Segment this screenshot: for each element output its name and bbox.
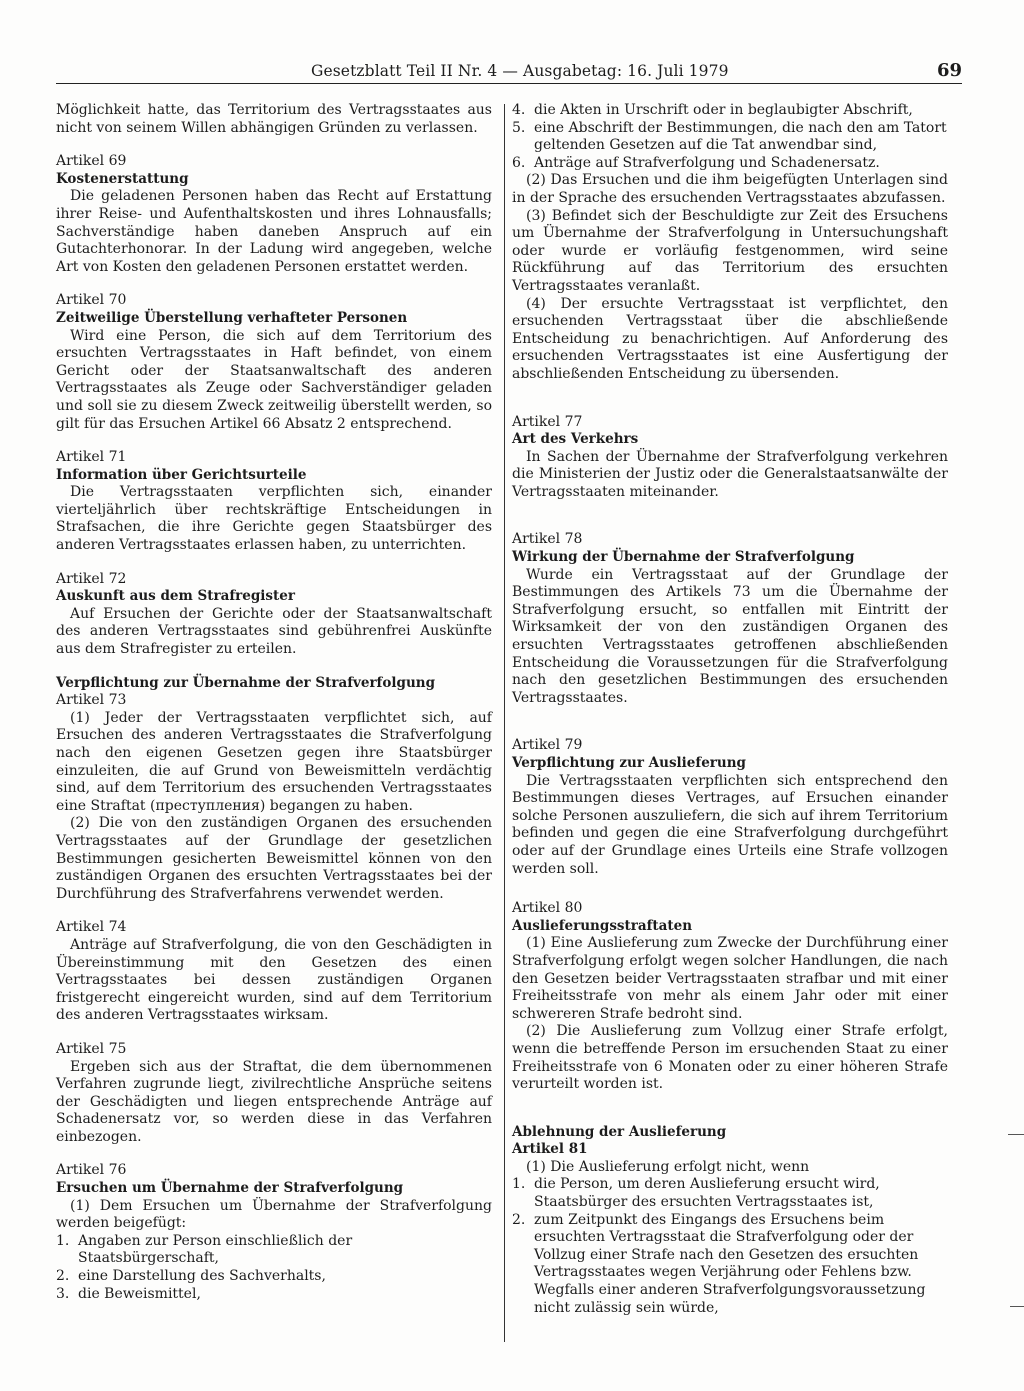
list-number: 1. [512, 1176, 526, 1193]
paragraph: Die geladenen Personen haben das Recht auf Erstattung ihrer Reise- und Aufenthaltskosten und ihres Lohnausfalls; Sachverständige haben daneben Anspruch auf ein Gutachterhonorar. In der Ladung wird angegeben, welche Art von Kosten den geladenen Personen erstattet werden. [56, 188, 492, 275]
column-divider [504, 104, 505, 1342]
article-number: Artikel 79 [512, 737, 583, 754]
section-title: Ablehnung der Auslieferung [512, 1123, 727, 1140]
list-number: 2. [56, 1268, 70, 1285]
paragraph: Wird eine Person, die sich auf dem Territorium des ersuchten Vertragsstaates in Haft befindet, von einem Gericht oder der Staatsanwaltschaft des anderen Vertragsstaates als Zeuge oder Sachverständiger geladen und soll sie zu diesem Zweck zeitweilig überstellt werden, so gilt für das Ersuchen Artikel 66 Absatz 2 entsprechend. [56, 327, 492, 432]
list-text: die Person, um deren Auslieferung ersucht wird, Staatsbürger des ersuchten Vertragsstaates ist, [534, 1176, 880, 1211]
paragraph: (2) Das Ersuchen und die ihm beigefügten Unterlagen sind in der Sprache des ersuchenden Vertragsstaates abzufassen. [512, 172, 948, 206]
paragraph: In Sachen der Übernahme der Strafverfolgung verkehren die Ministerien der Justiz oder die Generalstaatsanwälte der Vertragsstaaten miteinander. [512, 448, 948, 500]
article-title: Ersuchen um Übernahme der Strafverfolgung [56, 1180, 404, 1197]
list-item [512, 102, 948, 120]
article-title: Auskunft aus dem Strafregister [56, 588, 295, 605]
right-column [512, 102, 948, 1317]
paragraph: (2) Die Auslieferung zum Vollzug einer Strafe erfolgt, wenn die betreffende Person im ersuchenden Staat zu einer Freiheitsstrafe von 6 Monaten oder zu einer höheren Strafe verurteilt worden ist. [512, 1023, 948, 1093]
list-number: 6. [512, 154, 526, 171]
article-number: Artikel 74 [56, 919, 127, 936]
list-number: 1. [56, 1232, 70, 1249]
article-number: Artikel 81 [512, 1141, 588, 1158]
paragraph: (1) Eine Auslieferung zum Zwecke der Durchführung einer Strafverfolgung erfolgt wegen solcher Handlungen, die nach den Gesetzen beider Vertragsstaaten strafbar und mit einer Freiheitsstrafe von mehr als einem Jahr oder mit einer schwereren Strafe bedroht sind. [512, 935, 948, 1022]
paragraph: (1) Dem Ersuchen um Übernahme der Strafverfolgung werden beigefügt: [56, 1197, 492, 1232]
paragraph: Die Vertragsstaaten verpflichten sich entsprechend den Bestimmungen dieses Vertrages, auf Ersuchen einander solche Personen auszuliefern, die sich auf ihrem Territorium befinden und gegen die eine Strafverfolgung durchgeführt oder auf der Grundlage eines Urteils eine Strafe vollzogen werden soll. [512, 772, 948, 877]
list-text: die Beweismittel, [78, 1285, 201, 1302]
list-item [56, 1286, 492, 1304]
paragraph: Die Vertragsstaaten verpflichten sich, einander vierteljährlich über rechtskräftige Entscheidungen in Strafsachen, die ihre Gerichte gegen Staatsbürger des anderen Vertragsstaates erlassen haben, zu unterrichten. [56, 484, 492, 554]
article-number: Artikel 75 [56, 1040, 127, 1057]
article-number: Artikel 72 [56, 570, 127, 587]
paragraph: (1) Die Auslieferung erfolgt nicht, wenn [526, 1158, 810, 1175]
list-text: Angaben zur Person einschließlich der Staatsbürgerschaft, [78, 1232, 353, 1267]
article-number: Artikel 76 [56, 1162, 127, 1179]
article-title: Zeitweilige Überstellung verhafteter Personen [56, 309, 408, 326]
paragraph: Anträge auf Strafverfolgung, die von den Geschädigten in Übereinstimmung mit den Gesetzen des einen Vertragsstaates bei dessen zuständigen Organen fristgerecht eingereicht wurden, sind auf dem Territorium des anderen Vertragsstaates wirksam. [56, 936, 492, 1024]
list-text: eine Abschrift der Bestimmungen, die nach den am Tatort geltenden Gesetzen auf die Tat anwendbar sind, [534, 119, 947, 154]
paragraph: Wurde ein Vertragsstaat auf der Grundlage der Bestimmungen des Artikels 73 um die Übernahme der Strafverfolgung ersucht, so entfallen mit Eintritt der Wirksamkeit der von den zuständigen Organen des ersuchten Vertragsstaates getroffenen abschließenden Entscheidung die Voraussetzungen für die Strafverfolgung nach den gesetzlichen Bestimmungen des ersuchenden Vertragsstaates. [512, 566, 948, 706]
article-title: Verpflichtung zur Auslieferung [512, 755, 746, 771]
paragraph: Auf Ersuchen der Gerichte oder der Staatsanwaltschaft des anderen Vertragsstaates sind gebührenfrei Auskünfte aus dem Strafregister zu erteilen. [56, 605, 492, 658]
list-item [56, 1268, 492, 1286]
list-number: 2. [512, 1211, 526, 1228]
article-number: Artikel 73 [56, 692, 127, 709]
header-rule [56, 83, 962, 84]
left-column [56, 102, 492, 1303]
article-number: Artikel 71 [56, 449, 127, 466]
list-item [512, 155, 948, 173]
list-item [512, 120, 948, 155]
list-item [56, 1233, 492, 1268]
article-title: Kostenerstattung [56, 170, 189, 187]
list-text: zum Zeitpunkt des Eingangs des Ersuchens beim ersuchten Vertragsstaat die Strafverfolgung oder der Vollzug einer Strafe nach den Gesetzen des ersuchten Vertragsstaates wegen Verjährung oder Fehlens bzw. Wegfalls einer anderen Strafverfolgungsvoraussetzung nicht zulässig sein würde, [534, 1211, 926, 1316]
list-number: 4. [512, 102, 526, 118]
article-title: Auslieferungsstraftaten [512, 917, 693, 934]
article-title: Art des Verkehrs [512, 431, 639, 448]
page-header [56, 58, 962, 84]
article-number: Artikel 69 [56, 153, 127, 170]
paragraph: (4) Der ersuchte Vertragsstaat ist verpflichtet, den ersuchenden Vertragsstaat über die abschließende Entscheidung zu benachrichtigen. Auf Anforderung des ersuchenden Vertragsstaates ist eine Ausfertigung der abschließenden Entscheidung zu übersenden. [512, 295, 948, 382]
section-title: Verpflichtung zur Übernahme der Strafverfolgung [56, 674, 436, 691]
list-number: 3. [56, 1285, 70, 1302]
list-text: die Akten in Urschrift oder in beglaubigter Abschrift, [534, 102, 913, 118]
article-title: Wirkung der Übernahme der Strafverfolgung [512, 549, 855, 566]
list-text: Anträge auf Strafverfolgung und Schadenersatz. [534, 154, 880, 171]
margin-mark [1008, 1134, 1024, 1135]
paragraph: (1) Jeder der Vertragsstaaten verpflichtet sich, auf Ersuchen des anderen Vertragsstaates die Strafverfolgung nach den eigenen Gesetzen gegen ihre Staatsbürger einzuleiten, die auf Grund von Beweismitteln verdächtig sind, auf dem Territorium des ersuchenden Vertragsstaates eine Straftat (преступления) begangen zu haben. [56, 709, 492, 814]
article-title: Information über Gerichtsurteile [56, 466, 307, 483]
article-number: Artikel 78 [512, 531, 583, 548]
article-number: Artikel 77 [512, 413, 583, 430]
list-text: eine Darstellung des Sachverhalts, [78, 1268, 326, 1285]
article-number: Artikel 80 [512, 900, 583, 917]
paragraph: (2) Die von den zuständigen Organen des ersuchenden Vertragsstaates auf der Grundlage der gesetzlichen Bestimmungen gesicherten Beweismittel können von den zuständigen Organen des ersuchten Vertragsstaates bei der Durchführung des Strafverfahrens verwendet werden. [56, 815, 492, 902]
margin-mark [1010, 1306, 1024, 1307]
article-number: Artikel 70 [56, 292, 127, 309]
list-number: 5. [512, 119, 526, 136]
paragraph: (3) Befindet sich der Beschuldigte zur Zeit des Ersuchens um Übernahme der Strafverfolgung in Untersuchungshaft oder wurde er vorläufig festgenommen, wird seine Rückführung auf das Territorium des ersuchten Vertragsstaates veranlaßt. [512, 207, 948, 294]
page-number: 69 [936, 60, 962, 81]
running-title: Gesetzblatt Teil II Nr. 4 — Ausgabetag: 16. Juli 1979 [311, 62, 729, 80]
paragraph: Möglichkeit hatte, das Territorium des Vertragsstaates aus nicht von seinem Willen abhängigen Gründen zu verlassen. [56, 102, 492, 136]
list-item [512, 1212, 948, 1318]
paragraph: Ergeben sich aus der Straftat, die dem übernommenen Verfahren zugrunde liegt, zivilrechtliche Ansprüche seitens der Geschädigten und liegen entsprechende Anträge auf Schadenersatz vor, so werden diese in das Verfahren einbezogen. [56, 1058, 492, 1145]
list-item [512, 1176, 948, 1211]
